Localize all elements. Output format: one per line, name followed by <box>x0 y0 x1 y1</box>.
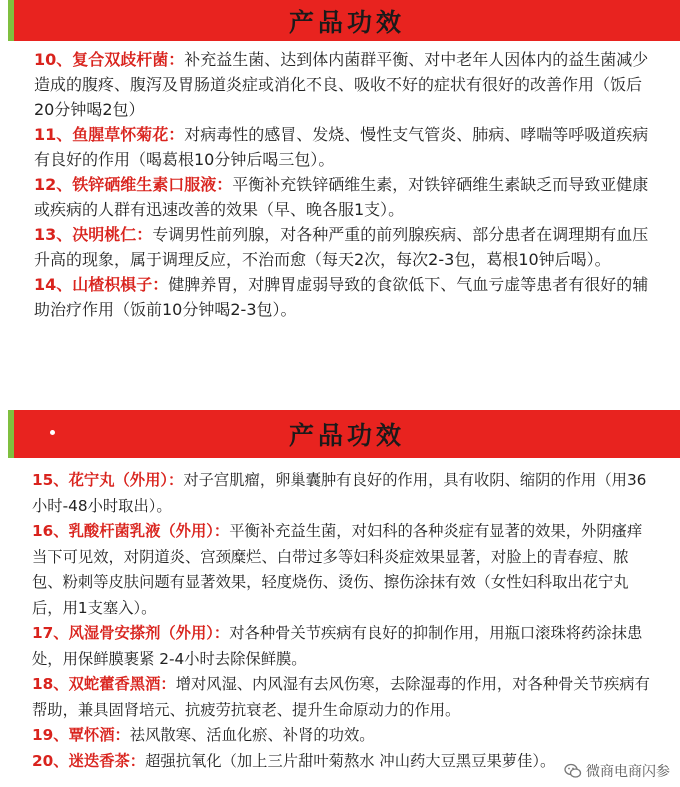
panel-1-title: 产品功效 <box>288 7 405 37</box>
product-panel-2 <box>8 410 680 787</box>
item-name: 鱼腥草怀菊花： <box>72 125 185 144</box>
item-description: 对子宫肌瘤，卵巢囊肿有良好的作用，具有收阴、缩阴的作用（用36小时-48小时取出）。 <box>32 471 647 515</box>
panel-2-title: 产品功效 <box>288 421 405 450</box>
watermark-text: 微商电商闪参 <box>586 764 670 780</box>
item-12 <box>34 172 652 222</box>
item-description: 超强抗氧化（加上三片甜叶菊熬水 冲山药大豆黑豆果萝佳）。 <box>145 751 556 770</box>
panel-1-header <box>8 0 680 41</box>
item-number: 15、 <box>32 471 69 489</box>
watermark <box>560 759 674 783</box>
item-description: 补充益生菌、达到体内菌群平衡、对中老年人因体内的益生菌减少造成的腹疼、腹泻及胃肠道炎症或消化不良、吸收不好的症状有很好的改善作用（饭后20分钟喝2包） <box>34 50 649 119</box>
item-description: 平衡补充益生菌，对妇科的各种炎症有显著的效果，外阴瘙痒当下可见效，对阴道炎、宫颈糜烂、白带过多等妇科炎症效果显著，对脸上的青春痘、脓包、粉刺等皮肤问题有显著效果，轻度烧伤、烫伤、擦伤涂抹有效（女性妇科取出花宁丸后，用1支塞入）。 <box>32 522 643 617</box>
item-description: 增对风湿、内风湿有去风伤寒，去除湿毒的作用，对各种骨关节疾病有帮助，兼具固肾培元、抗疲劳抗衰老、提升生命原动力的作用。 <box>32 675 650 719</box>
product-panel-1 <box>8 0 680 383</box>
item-name: 花宁丸（外用）： <box>68 471 184 489</box>
item-19 <box>32 723 654 749</box>
item-name: 山楂枳椇子： <box>72 275 169 294</box>
item-17 <box>32 621 654 672</box>
panel-2-items <box>8 458 680 774</box>
wechat-icon <box>564 762 582 780</box>
item-description: 平衡补充铁锌硒维生素，对铁锌硒维生素缺乏而导致亚健康或疾病的人群有迅速改善的效果（早、晚各服1支）。 <box>34 175 649 219</box>
item-name: 覃怀酒： <box>68 726 130 744</box>
item-number: 10、 <box>34 50 73 69</box>
item-number: 19、 <box>32 726 69 744</box>
item-13 <box>34 222 652 272</box>
item-description: 健脾养胃，对脾胃虚弱导致的食欲低下、气血亏虚等患者有很好的辅助治疗作用（饭前10分钟喝2-3包）。 <box>34 275 649 319</box>
item-number: 12、 <box>34 175 73 194</box>
item-11 <box>34 122 652 172</box>
panel-1-items <box>8 41 680 322</box>
item-number: 18、 <box>32 675 69 693</box>
item-description: 专调男性前列腺，对各种严重的前列腺疾病、部分患者在调理期有血压升高的现象，属于调理反应，不治而愈（每天2次，每次2-3包，葛根10钟后喝）。 <box>34 225 649 269</box>
item-number: 20、 <box>32 751 69 770</box>
item-name: 铁锌硒维生素口服液： <box>72 175 233 194</box>
item-name: 决明桃仁： <box>72 225 153 244</box>
panel-2-header <box>8 410 680 458</box>
item-number: 17、 <box>32 624 69 642</box>
item-name: 风湿骨安搽剂（外用）： <box>68 624 230 642</box>
item-name: 复合双歧杆菌： <box>72 50 185 69</box>
item-name: 乳酸杆菌乳液（外用）： <box>68 522 230 540</box>
panel-separator <box>0 383 680 410</box>
item-16 <box>32 519 654 621</box>
item-15 <box>32 468 654 519</box>
item-number: 11、 <box>34 125 73 144</box>
item-description: 祛风散寒、活血化瘀、补肾的功效。 <box>129 726 375 744</box>
item-number: 13、 <box>34 225 73 244</box>
item-18 <box>32 672 654 723</box>
item-number: 16、 <box>32 522 69 540</box>
item-14 <box>34 272 652 322</box>
item-10 <box>34 47 652 122</box>
item-description: 对病毒性的感冒、发烧、慢性支气管炎、肺病、哮喘等呼吸道疾病有良好的作用（喝葛根10分钟后喝三包）。 <box>34 125 649 169</box>
item-number: 14、 <box>34 275 73 294</box>
item-name: 迷迭香茶： <box>68 751 146 770</box>
item-description: 对各种骨关节疾病有良好的抑制作用，用瓶口滚珠将药涂抹患处，用保鲜膜裹紧 2-4小时去除保鲜膜。 <box>32 624 643 668</box>
item-name: 双蛇藿香黑酒： <box>68 675 176 693</box>
